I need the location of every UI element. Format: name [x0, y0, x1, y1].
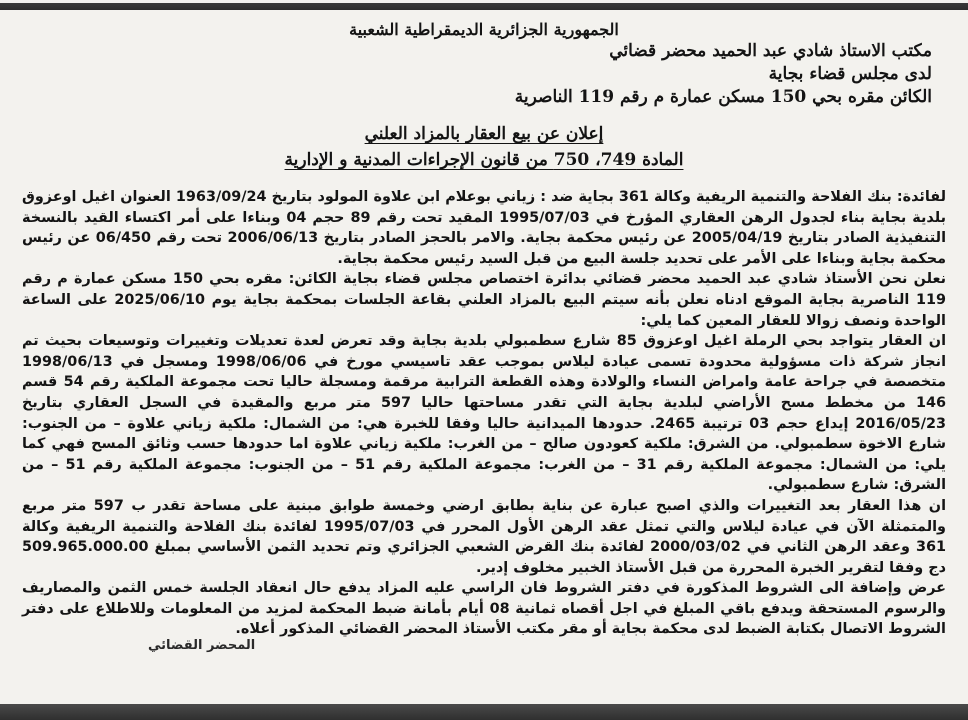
- legal-notice-page: [14, 18, 954, 698]
- office-address: الكائن مقره بحي 150 مسكن عمارة م رقم 119 الناصرية: [514, 87, 932, 107]
- paragraph-sale-announcement: نعلن نحن الأستاذ شادي عبد الحميد محضر قضائي بدائرة اختصاص مجلس قضاء بجاية الكائن: مقره بحي 150 مسكن عمارة م رقم 119 الناصرية بجاية الموقع ادناه نعلن بأنه سيتم البيع بالمزاد العلني بقاعة الجلسات بمحكمة بجاية يوم 2025/06/10 على الساعة الواحدة ونصف زوالا للعقار المعين كما يلي:: [22, 271, 946, 329]
- paragraph-price: ان هذا العقار بعد التغييرات والذي اصبح عبارة عن بناية بطابق ارضي وخمسة طوابق مبنية على مساحة تقدر ب 597 متر مربع والمتمثلة الآن في عيادة ليلاس والتي تمثل عقد الرهن الأول المحرر في 1995/07/03 لفائدة بنك الفلاحة والتنمية الريفية وكالة 361 وعقد الرهن الثاني في 2000/03/02 لفائدة بنك القرض الشعبي الجزائري وتم تحديد الثمن الأساسي بمبلغ 509.965.000.00 دج وفقا لتقرير الخبرة المحررة من قبل الأستاذ الخبير مخلوف إدير.: [22, 497, 946, 576]
- announcement-title: إعلان عن بيع العقار بالمزاد العلني: [364, 124, 604, 144]
- top-scan-border: [0, 0, 968, 14]
- notice-body: [14, 187, 954, 640]
- announcement-subtitle: المادة 749، 750 من قانون الإجراءات المدنية و الإدارية: [284, 150, 684, 170]
- court-name: لدى مجلس قضاء بجاية: [768, 64, 932, 84]
- paragraph-conditions: عرض وإضافة الى الشروط المذكورة في دفتر الشروط فان الراسي عليه المزاد يدفع حال انعقاد الجلسة خمس الثمن والمصاريف والرسوم المستحقة ويدفع باقي المبلغ في اجل أقصاه ثمانية 08 أيام بأمانة ضبط المحكمة لمزيد من المعلومات وللاطلاع على دفتر الشروط الاتصال بكتابة الضبط لدى محكمة بجاية أو مقر مكتب الأستاذ المحضر القضائي المذكور أعلاه.: [22, 580, 946, 638]
- signature-label: المحضر القضائي: [148, 638, 256, 653]
- office-name: مكتب الاستاذ شادي عبد الحميد محضر قضائي: [609, 41, 932, 61]
- paragraph-creditor: لفائدة: بنك الفلاحة والتنمية الريفية وكالة 361 بجاية ضد : زياني بوعلام ابن علاوة المولود بتاريخ 1963/09/24 العنوان اغيل اوعزوق بلدية بجاية بناء لجدول الرهن العقاري المؤرخ في 1995/07/03 المقيد تحت رقم 89 حجم 04 وبناءا على أمر اكتساء القيد بالنسخة التنفيذية الصادر بتاريخ 2005/04/19 عن رئيس محكمة بجاية. والامر بالحجز الصادر بتاريخ 2006/06/13 تحت رقم 06/450 عن رئيس محكمة بجاية وبناءا على الأمر على تحديد جلسة البيع من قبل السيد رئيس محكمة بجاية.: [22, 189, 946, 267]
- paragraph-property-description: ان العقار يتواجد بحي الرملة اغيل اوعزوق 85 شارع سطمبولي بلدية بجاية وقد تعرض لعدة تعديلات وتغييرات وتوسيعات بحيث تم انجاز شركة ذات مسؤولية محدودة تسمى عيادة ليلاس بموجب عقد تاسيسي مورخ في 1998/06/06 ومسجل في 1998/06/13 متخصصة في جراحة عامة وامراض النساء والولادة وهذه القطعة الترابية مرقمة ومسجلة حاليا تحت مجموعة الملكية رقم 54 قسم 146 من مخطط مسح الأراضي لبلدية بجاية التي تقدر مساحتها حاليا 597 متر مربع والمقيدة في السجل العقاري بتاريخ 2016/05/23 إيداع حجم 03 ترتيبة 2465. حدودها الميدانية حاليا وفقا للخبرة هي: من الشمال: ملكية زياني علاوة – من الجنوب: شارع الاخوة سطمبولي. من الشرق: ملكية كعودون صالح – من الغرب: ملكية زياني علاوة اما حدودها حسب وثائق المسح فهي كما يلي: من الشمال: مجموعة الملكية رقم 31 – من الغرب: مجموعة الملكية رقم 51 – من الجنوب: مجموعة الملكية رقم 51 – من الشرق: شارع سطمبولي.: [22, 333, 947, 494]
- bottom-scan-border: [0, 700, 968, 720]
- announcement-heading: [14, 121, 954, 173]
- republic-heading: الجمهورية الجزائرية الديمقراطية الشعبية: [349, 20, 619, 39]
